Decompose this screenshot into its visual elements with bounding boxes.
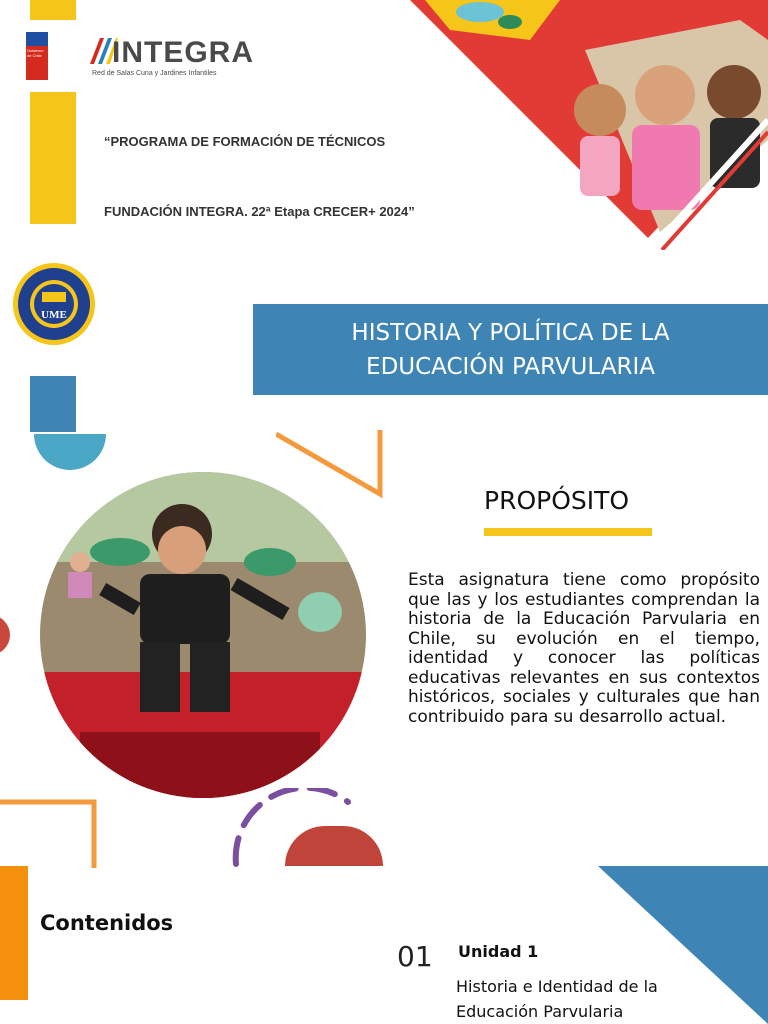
orange-bar-bottom-left [0, 866, 28, 1000]
yellow-bar-left [30, 92, 76, 224]
ume-seal-logo [12, 262, 96, 346]
integra-logo [88, 34, 258, 82]
ume-seal-text: UME [41, 309, 67, 321]
gobierno-de-chile-logo [26, 32, 48, 80]
orange-bracket-left [0, 798, 100, 868]
course-title-line2: EDUCACIÓN PARVULARIA [366, 353, 655, 380]
unit-number: 01 [397, 940, 433, 973]
blue-square [30, 376, 76, 432]
course-title-banner [253, 304, 768, 395]
program-title-line2: FUNDACIÓN INTEGRA. 22ª Etapa CRECER+ 2024” [104, 204, 415, 219]
unit-label: Unidad 1 [458, 942, 539, 961]
program-title-line1: “PROGRAMA DE FORMACIÓN DE TÉCNICOS [104, 134, 386, 149]
header-children-collage [410, 0, 768, 250]
proposito-heading: PROPÓSITO [484, 486, 630, 515]
red-half-circle-left [0, 615, 10, 655]
proposito-underline [484, 528, 652, 536]
integra-tagline: Red de Salas Cuna y Jardines Infantiles [92, 70, 217, 77]
integra-wordmark: INTEGRA [112, 36, 254, 69]
child-playground-photo [40, 472, 366, 798]
yellow-bar-top [30, 0, 76, 20]
gobierno-logo-text: Gobierno de Chile [26, 46, 48, 80]
proposito-text: Esta asignatura tiene como propósito que las y los estudiantes comprendan la historia de la Educación Parvularia en Chile, su evolución en el tiempo, identidad y conocer las políticas educativas relevantes en sus contextos históricos, sociales y culturales que han contribuido para su desarrollo actual. [408, 570, 760, 727]
contenidos-heading: Contenidos [40, 911, 174, 935]
unit-title: Historia e Identidad de la Educación Parvularia [456, 977, 658, 1021]
course-title-line1: HISTORIA Y POLÍTICA DE LA [351, 319, 670, 346]
teal-half-circle [34, 434, 106, 470]
